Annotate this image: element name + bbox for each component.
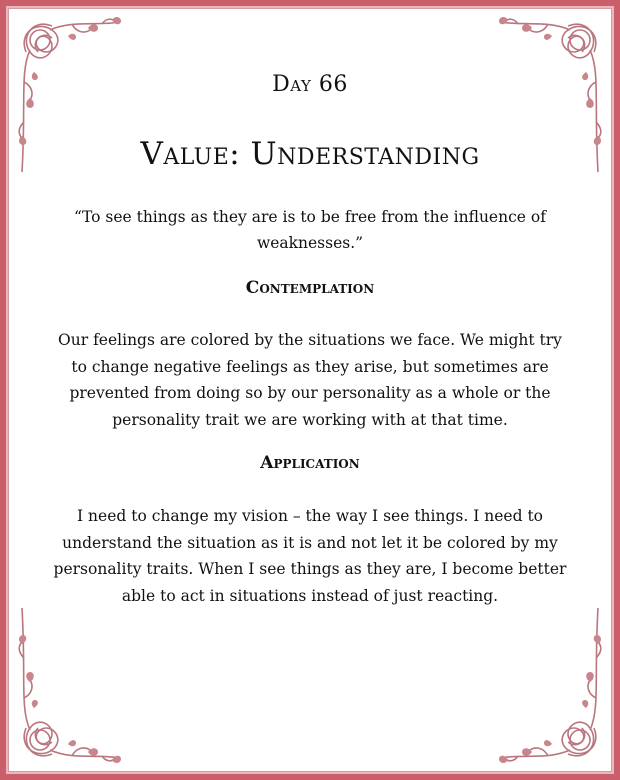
section-heading-application: Application (260, 453, 360, 473)
corner-ornament-icon (488, 598, 608, 768)
day-label: Day 66 (272, 72, 348, 97)
corner-ornament-icon (12, 598, 132, 768)
section-heading-contemplation: Contemplation (245, 278, 375, 298)
section-body-contemplation: Our feelings are colored by the situations we face. We might try to change negative feelings as they arise, but sometimes are prevented from doing so by our personality as a whole or the personality trait we are working with at that time. (58, 331, 562, 429)
quote: “To see things as they are is to be free from the influence of weaknesses.” (74, 208, 546, 252)
value-title: Value: Understanding (140, 136, 480, 172)
section-body-application: I need to change my vision – the way I see things. I need to understand the situation as it is and not let it be colored by my personality traits. When I see things as they are, I become better able to act in situations instead of just reacting. (53, 507, 567, 605)
